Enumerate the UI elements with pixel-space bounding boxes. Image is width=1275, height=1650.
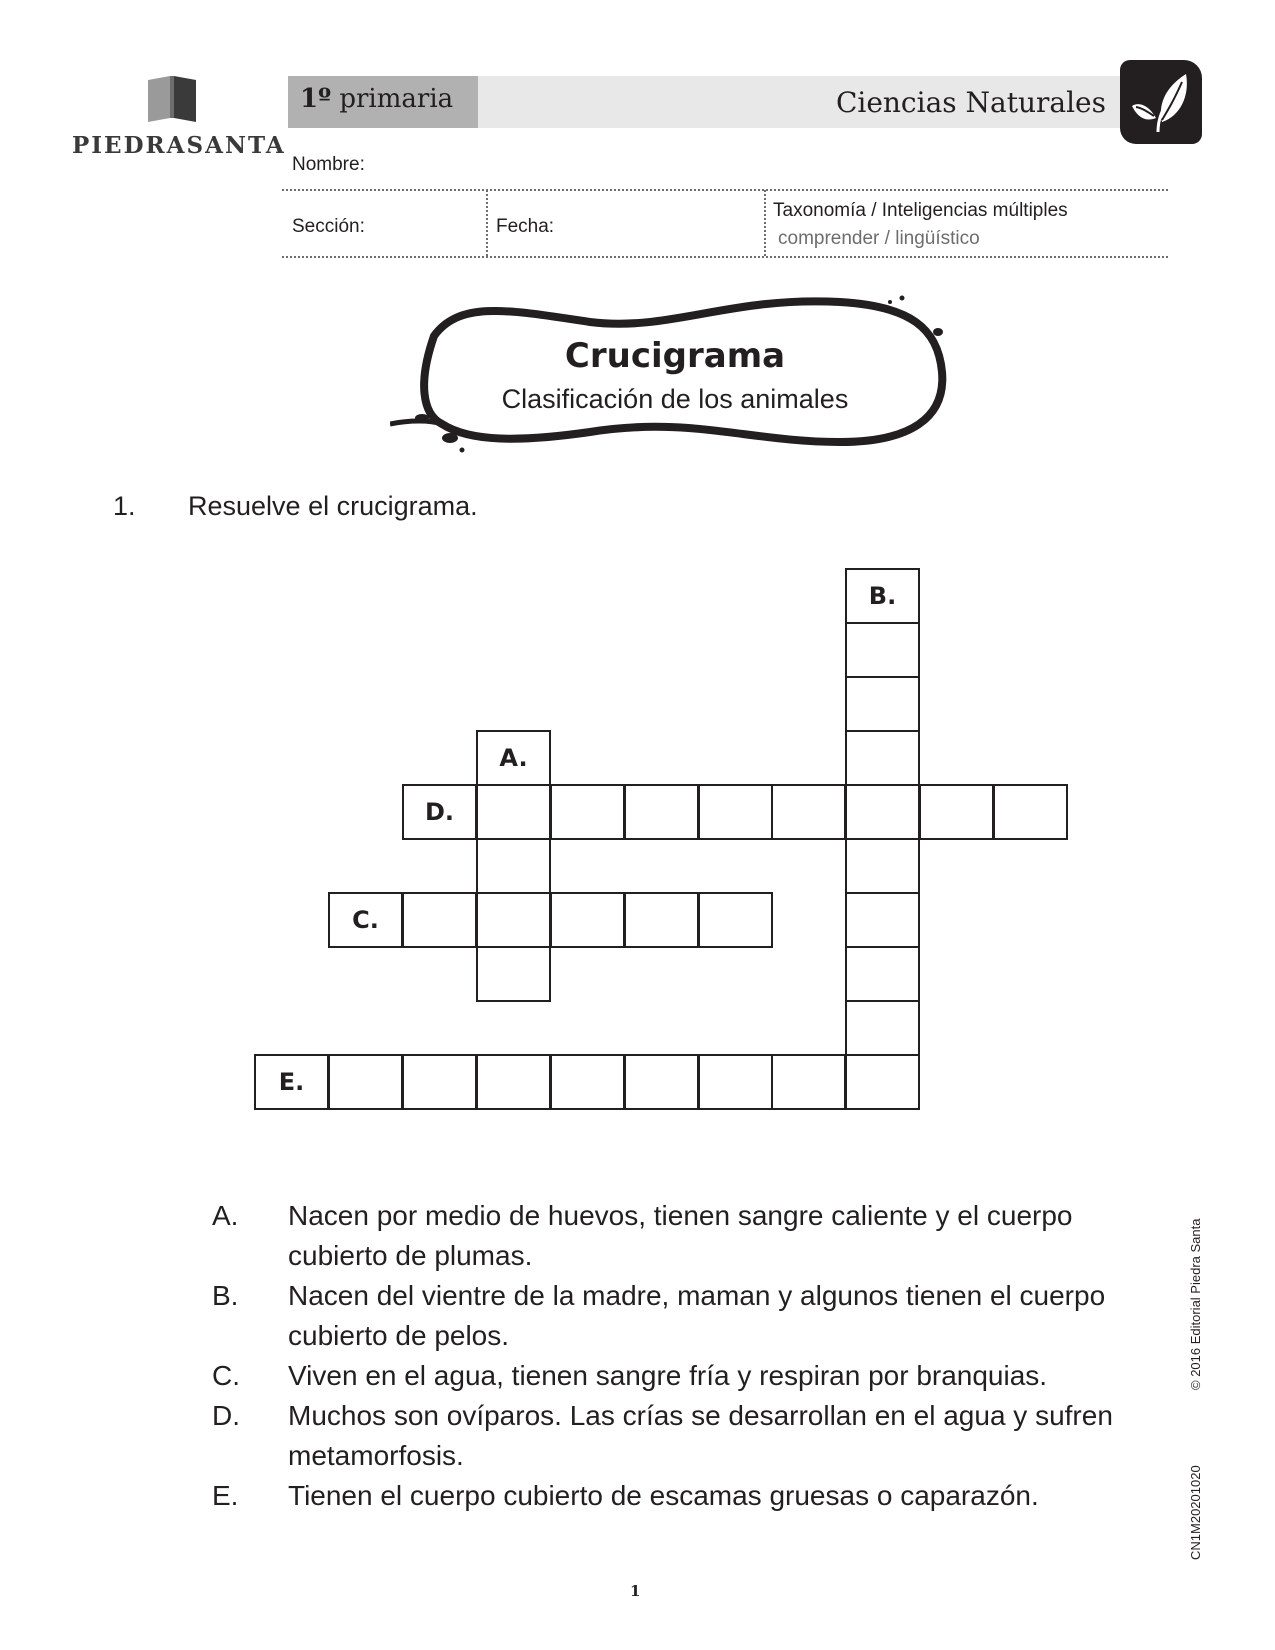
clue-text: Nacen por medio de huevos, tienen sangre caliente y el cuerpo cubierto de plumas.	[288, 1200, 1073, 1271]
crossword-cell[interactable]	[624, 784, 699, 840]
clue-letter: E.	[212, 1480, 239, 1511]
clue-text: Nacen del vientre de la madre, maman y algunos tienen el cuerpo cubierto de pelos.	[288, 1280, 1106, 1351]
crossword-cell[interactable]	[476, 1054, 551, 1110]
crossword-cell[interactable]	[698, 892, 773, 948]
crossword-cell[interactable]	[476, 784, 551, 840]
crossword-cell[interactable]	[845, 730, 920, 786]
instruction-number: 1.	[113, 491, 136, 521]
subject-title: Ciencias Naturales	[835, 86, 1106, 119]
crossword-cell[interactable]	[993, 784, 1068, 840]
crossword-cell[interactable]	[845, 838, 920, 894]
clue-item	[212, 1196, 1162, 1276]
document-code: CN1M2020102​0	[1188, 1465, 1203, 1560]
form-divider-bottom	[282, 256, 1168, 258]
form-divider-top	[282, 189, 1168, 191]
cell-label-a: A.	[476, 730, 551, 786]
crossword-cell[interactable]	[845, 622, 920, 678]
grade-number: 1º	[300, 84, 332, 114]
clue-item	[212, 1356, 1162, 1396]
grade-bar	[288, 76, 478, 128]
cell-label-b: B.	[845, 568, 920, 624]
clue-letter: C.	[212, 1360, 240, 1391]
crossword-cell[interactable]	[476, 838, 551, 894]
clue-letter: B.	[212, 1280, 239, 1311]
clue-letter: D.	[212, 1400, 240, 1431]
crossword-cell[interactable]	[476, 892, 551, 948]
form-divider-v2	[764, 190, 766, 256]
instruction-text: Resuelve el crucigrama.	[188, 491, 478, 521]
crossword-cell[interactable]	[550, 892, 625, 948]
crossword-cell[interactable]	[402, 1054, 477, 1110]
crossword-cell[interactable]	[845, 1054, 920, 1110]
clue-list	[212, 1196, 1162, 1516]
crossword-cell[interactable]	[845, 1000, 920, 1056]
title-bubble	[390, 292, 960, 472]
worksheet-title: Crucigrama	[564, 336, 786, 376]
crossword-cell[interactable]	[845, 892, 920, 948]
cell-label-c: C.	[328, 892, 403, 948]
cell-label-e: E.	[254, 1054, 329, 1110]
crossword-cell[interactable]	[624, 892, 699, 948]
crossword-cell[interactable]	[771, 784, 846, 840]
clue-letter: A.	[212, 1200, 239, 1231]
crossword-cell[interactable]	[845, 946, 920, 1002]
worksheet-subtitle: Clasificación de los animales	[501, 384, 849, 414]
crossword-cell[interactable]	[402, 892, 477, 948]
subject-bar	[478, 76, 1134, 128]
book-icon	[144, 74, 200, 124]
crossword-cell[interactable]	[845, 784, 920, 840]
crossword-cell[interactable]	[624, 1054, 699, 1110]
crossword-cell[interactable]	[550, 784, 625, 840]
taxonomy-label: Taxonomía / Inteligencias múltiples	[773, 200, 1068, 221]
cell-label-d: D.	[402, 784, 477, 840]
clue-text: Tienen el cuerpo cubierto de escamas gruesas o caparazón.	[288, 1480, 1039, 1511]
publisher-logo	[72, 74, 286, 164]
taxonomy-value: comprender / lingüístico	[778, 228, 980, 249]
clue-text: Viven en el agua, tienen sangre fría y respiran por branquias.	[288, 1360, 1048, 1391]
logo-text: PIEDRASANTA	[72, 132, 286, 159]
crossword-cell[interactable]	[476, 946, 551, 1002]
page-number: 1	[630, 1582, 641, 1600]
clue-text: Muchos son ovíparos. Las crías se desarrollan en el agua y sufren metamorfosis.	[288, 1400, 1113, 1471]
copyright-text: © 2016 Editorial Piedra Santa	[1188, 1218, 1203, 1390]
crossword-cell[interactable]	[698, 1054, 773, 1110]
crossword-cell[interactable]	[771, 1054, 846, 1110]
crossword-cell[interactable]	[919, 784, 994, 840]
clue-item	[212, 1396, 1162, 1476]
leaf-icon	[1128, 66, 1194, 138]
crossword-cell[interactable]	[845, 676, 920, 732]
clue-item	[212, 1476, 1162, 1516]
crossword-cell[interactable]	[550, 1054, 625, 1110]
crossword-cell[interactable]	[698, 784, 773, 840]
crossword-cell[interactable]	[328, 1054, 403, 1110]
clue-item	[212, 1276, 1162, 1356]
bubble-frame	[390, 292, 960, 472]
leaf-badge	[1120, 60, 1202, 144]
name-label: Nombre:	[292, 154, 365, 175]
form-divider-v1	[486, 190, 488, 256]
section-label: Sección:	[292, 216, 365, 237]
grade-label	[300, 84, 453, 114]
date-label: Fecha:	[496, 216, 555, 237]
grade-suffix: primaria	[339, 84, 454, 114]
